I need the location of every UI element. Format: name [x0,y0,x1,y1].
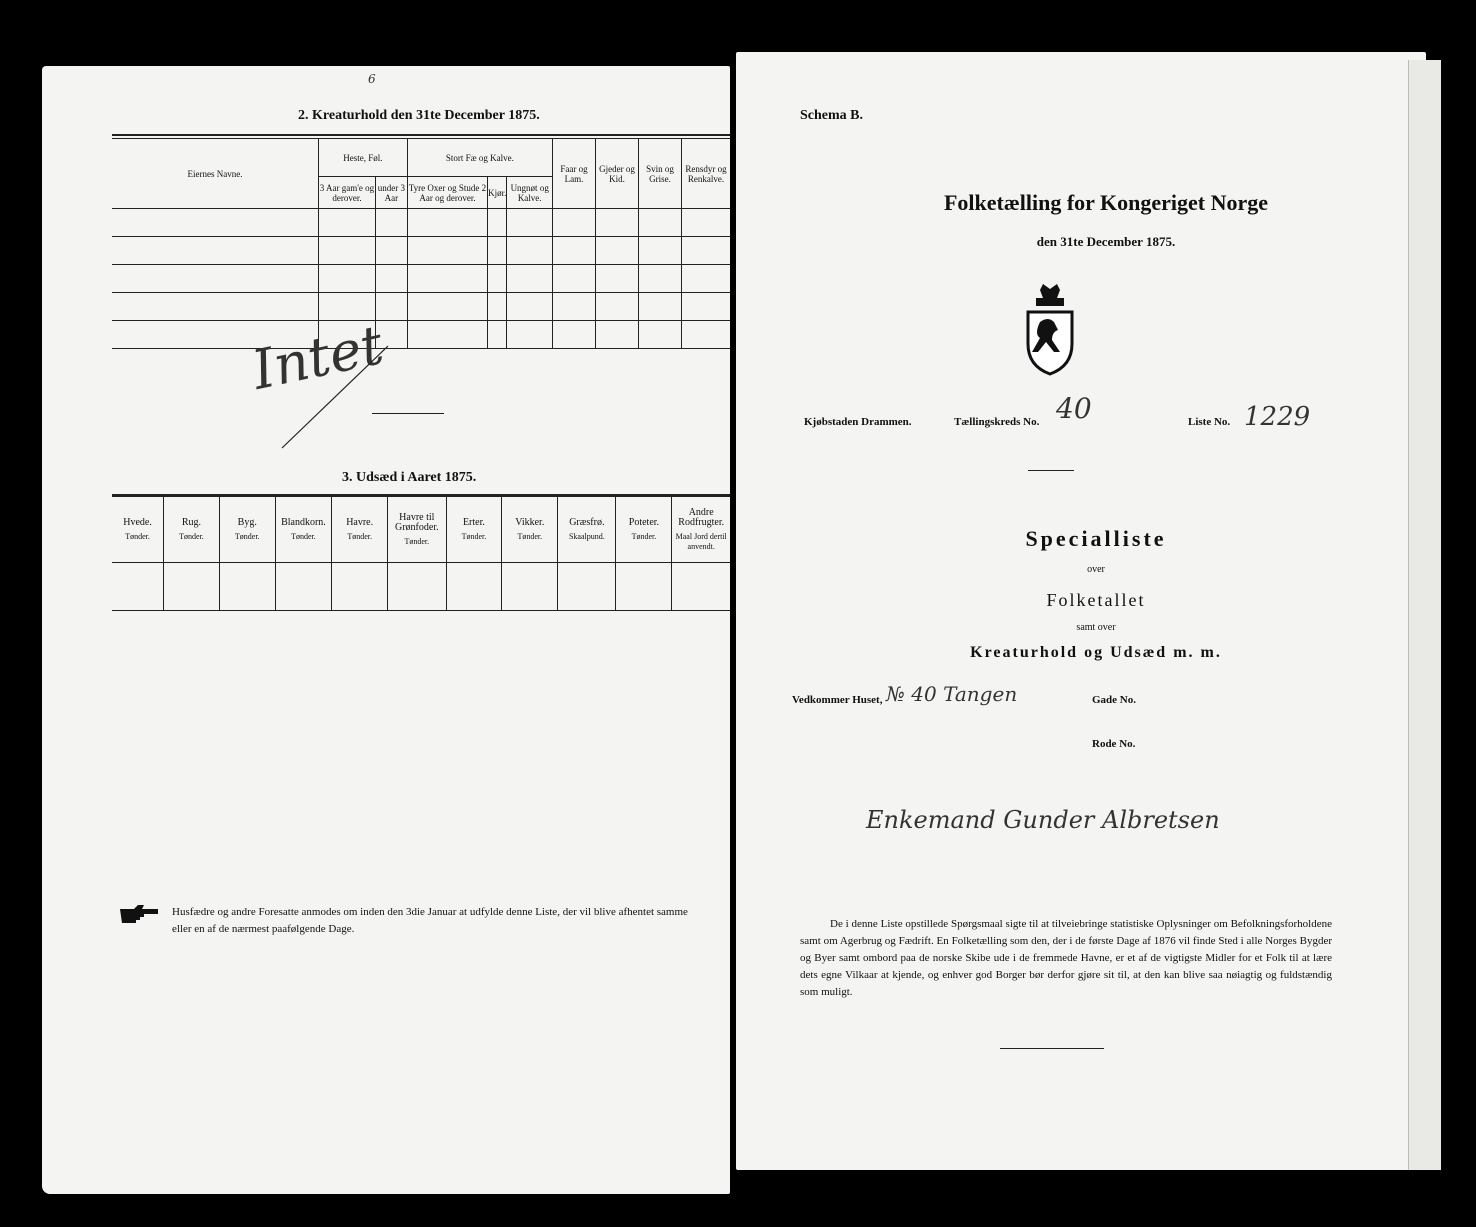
samt-over-text: samt over [1076,622,1116,633]
stort-sub-1: Tyre Oxer og Stude 2 Aar og derover. [407,177,487,209]
sowing-col-header-11 [672,497,730,563]
strike-line-icon [268,336,408,456]
kreds-label: Tællingskreds No. [954,416,1040,428]
sowing-cell [332,563,388,611]
stort-group-header: Stort Fæ og Kalve. [407,139,552,177]
sowing-cell [672,563,730,611]
sowing-col-header-1 [112,497,164,563]
sowing-cell [275,563,332,611]
gjeder-col-header: Gjeder og Kid. [596,139,639,209]
sowing-col-name: Vikker. [515,516,545,528]
liste-label: Liste No. [1188,416,1231,428]
over-text: over [1087,564,1105,575]
stort-sub-2: Kjør. [488,177,507,209]
stort-sub-3: Ungnøt og Kalve. [507,177,553,209]
livestock-table [112,138,730,349]
sowing-col-name: Græsfrø. [569,516,605,528]
left-page [42,66,730,1194]
sowing-col-unit: Tønder. [461,531,487,541]
section2-top-rule [112,134,730,136]
heste-group-header: Heste, Føl. [319,139,408,177]
sowing-col-unit: Tønder. [631,531,657,541]
sowing-col-header-6 [388,497,446,563]
footer-text: De i denne Liste opstillede Spørgsmaal sigte til at tilveiebringe statistiske Oplysninger om Befolkningsforholdene samt om Agerbrug og Fædrift. En Folketælling som den, der i de første Dage af 1876 vil finde Sted i alle Norges Bygder og Byer samt ombord paa de norske Skibe ude i de fremmede Havne, er et af de vigtigste Midler for et Folk til at lære dets egne Vilkaar at kjende, og enhver god Borger bør derfor gjøre sit til, at den kan blive saa nøiagtig og fuldstændig som muligt. [800,918,1332,998]
sowing-cell [502,563,558,611]
sowing-col-header-9 [558,497,616,563]
sowing-col-unit: Tønder. [517,531,543,541]
notice-text: Husfædre og andre Foresatte anmodes om inden den 3die Januar at udfylde denne Liste, der vil blive afhentet samme eller en af de nærmest paafølgende Dage. [172,906,688,935]
sowing-cell [164,563,220,611]
sowing-col-header-4 [275,497,332,563]
owner-col-header: Eiernes Navne. [112,139,319,209]
sowing-col-header-7 [446,497,502,563]
sowing-col-unit: Tønder. [291,531,316,541]
sowing-col-name: Blandkorn. [281,516,326,528]
faar-col-header: Faar og Lam. [553,139,596,209]
sowing-cell [446,563,502,611]
sowing-col-name: Erter. [462,516,485,528]
sowing-col-header-3 [219,497,275,563]
table-row [112,563,730,611]
sowing-col-header-10 [616,497,672,563]
schema-label: Schema B. [800,108,863,123]
sowing-col-unit: Tønder. [404,536,430,546]
sowing-col-unit: Tønder. [347,531,372,541]
folketallet-heading: Folketallet [1046,590,1146,610]
sowing-col-header-5 [332,497,388,563]
handwritten-intet: Intet [246,313,389,402]
sowing-cell [616,563,672,611]
sowing-col-unit: Skaalpund. [568,531,605,541]
divider [1000,1048,1104,1049]
sowing-col-name: Rug. [181,516,202,528]
sowing-col-name: Andre Rodfrugter. [678,506,725,528]
sowing-col-header-2 [164,497,220,563]
census-date: den 31te December 1875. [1036,234,1176,249]
table-row [112,237,730,265]
sowing-cell [558,563,616,611]
sowing-cell [388,563,446,611]
liste-value: 1229 [1244,402,1311,432]
kjobstad-label: Kjøbstaden Drammen. [804,416,912,428]
sowing-col-name: Poteter. [628,516,660,528]
gade-label: Gade No. [1092,694,1136,706]
vedkommer-label: Vedkommer Huset, [792,694,883,706]
sowing-col-name: Havre til Grønfoder. [395,511,439,533]
divider [1028,470,1074,471]
divider [372,413,444,414]
vedkommer-value: № 40 Tangen [886,682,1018,706]
table-row [112,209,730,237]
sowing-col-unit: Tønder. [179,531,204,541]
sowing-col-name: Hvede. [123,516,152,528]
svin-col-header: Svin og Grise. [639,139,682,209]
table-row [112,293,730,321]
main-title: Folketælling for Kongeriget Norge [943,190,1269,215]
specialliste-heading: Specialliste [1025,526,1167,551]
sowing-cell [112,563,164,611]
page-mark: 6 [368,72,376,86]
section2-title: 2. Kreaturhold den 31te December 1875. [298,108,540,123]
rensdyr-col-header: Rensdyr og Renkalve. [682,139,731,209]
owner-signature: Enkemand Gunder Albretsen [866,806,1220,834]
sowing-col-unit: Tønder. [234,531,260,541]
sowing-cell [219,563,275,611]
table-row [112,265,730,293]
sowing-col-unit: Tønder. [125,531,150,541]
kreds-value: 40 [1056,392,1092,425]
sowing-col-header-8 [502,497,558,563]
sowing-table [112,496,730,611]
table-row [112,321,730,349]
rode-label: Rode No. [1092,738,1136,750]
kreaturhold-heading: Kreaturhold og Udsæd m. m. [970,644,1222,661]
heste-sub-2: under 3 Aar [375,177,407,209]
sowing-col-name: Byg. [237,516,257,528]
sowing-col-name: Havre. [346,516,374,528]
section3-title: 3. Udsæd i Aaret 1875. [342,470,477,485]
coat-of-arms-icon [1020,282,1080,378]
heste-sub-1: 3 Aar gam'e og derover. [319,177,376,209]
pointing-hand-icon [118,903,160,925]
sowing-col-unit: Maal Jord dertil anvendt. [675,531,727,551]
right-page-edge [1408,60,1441,1170]
right-page [736,52,1426,1170]
